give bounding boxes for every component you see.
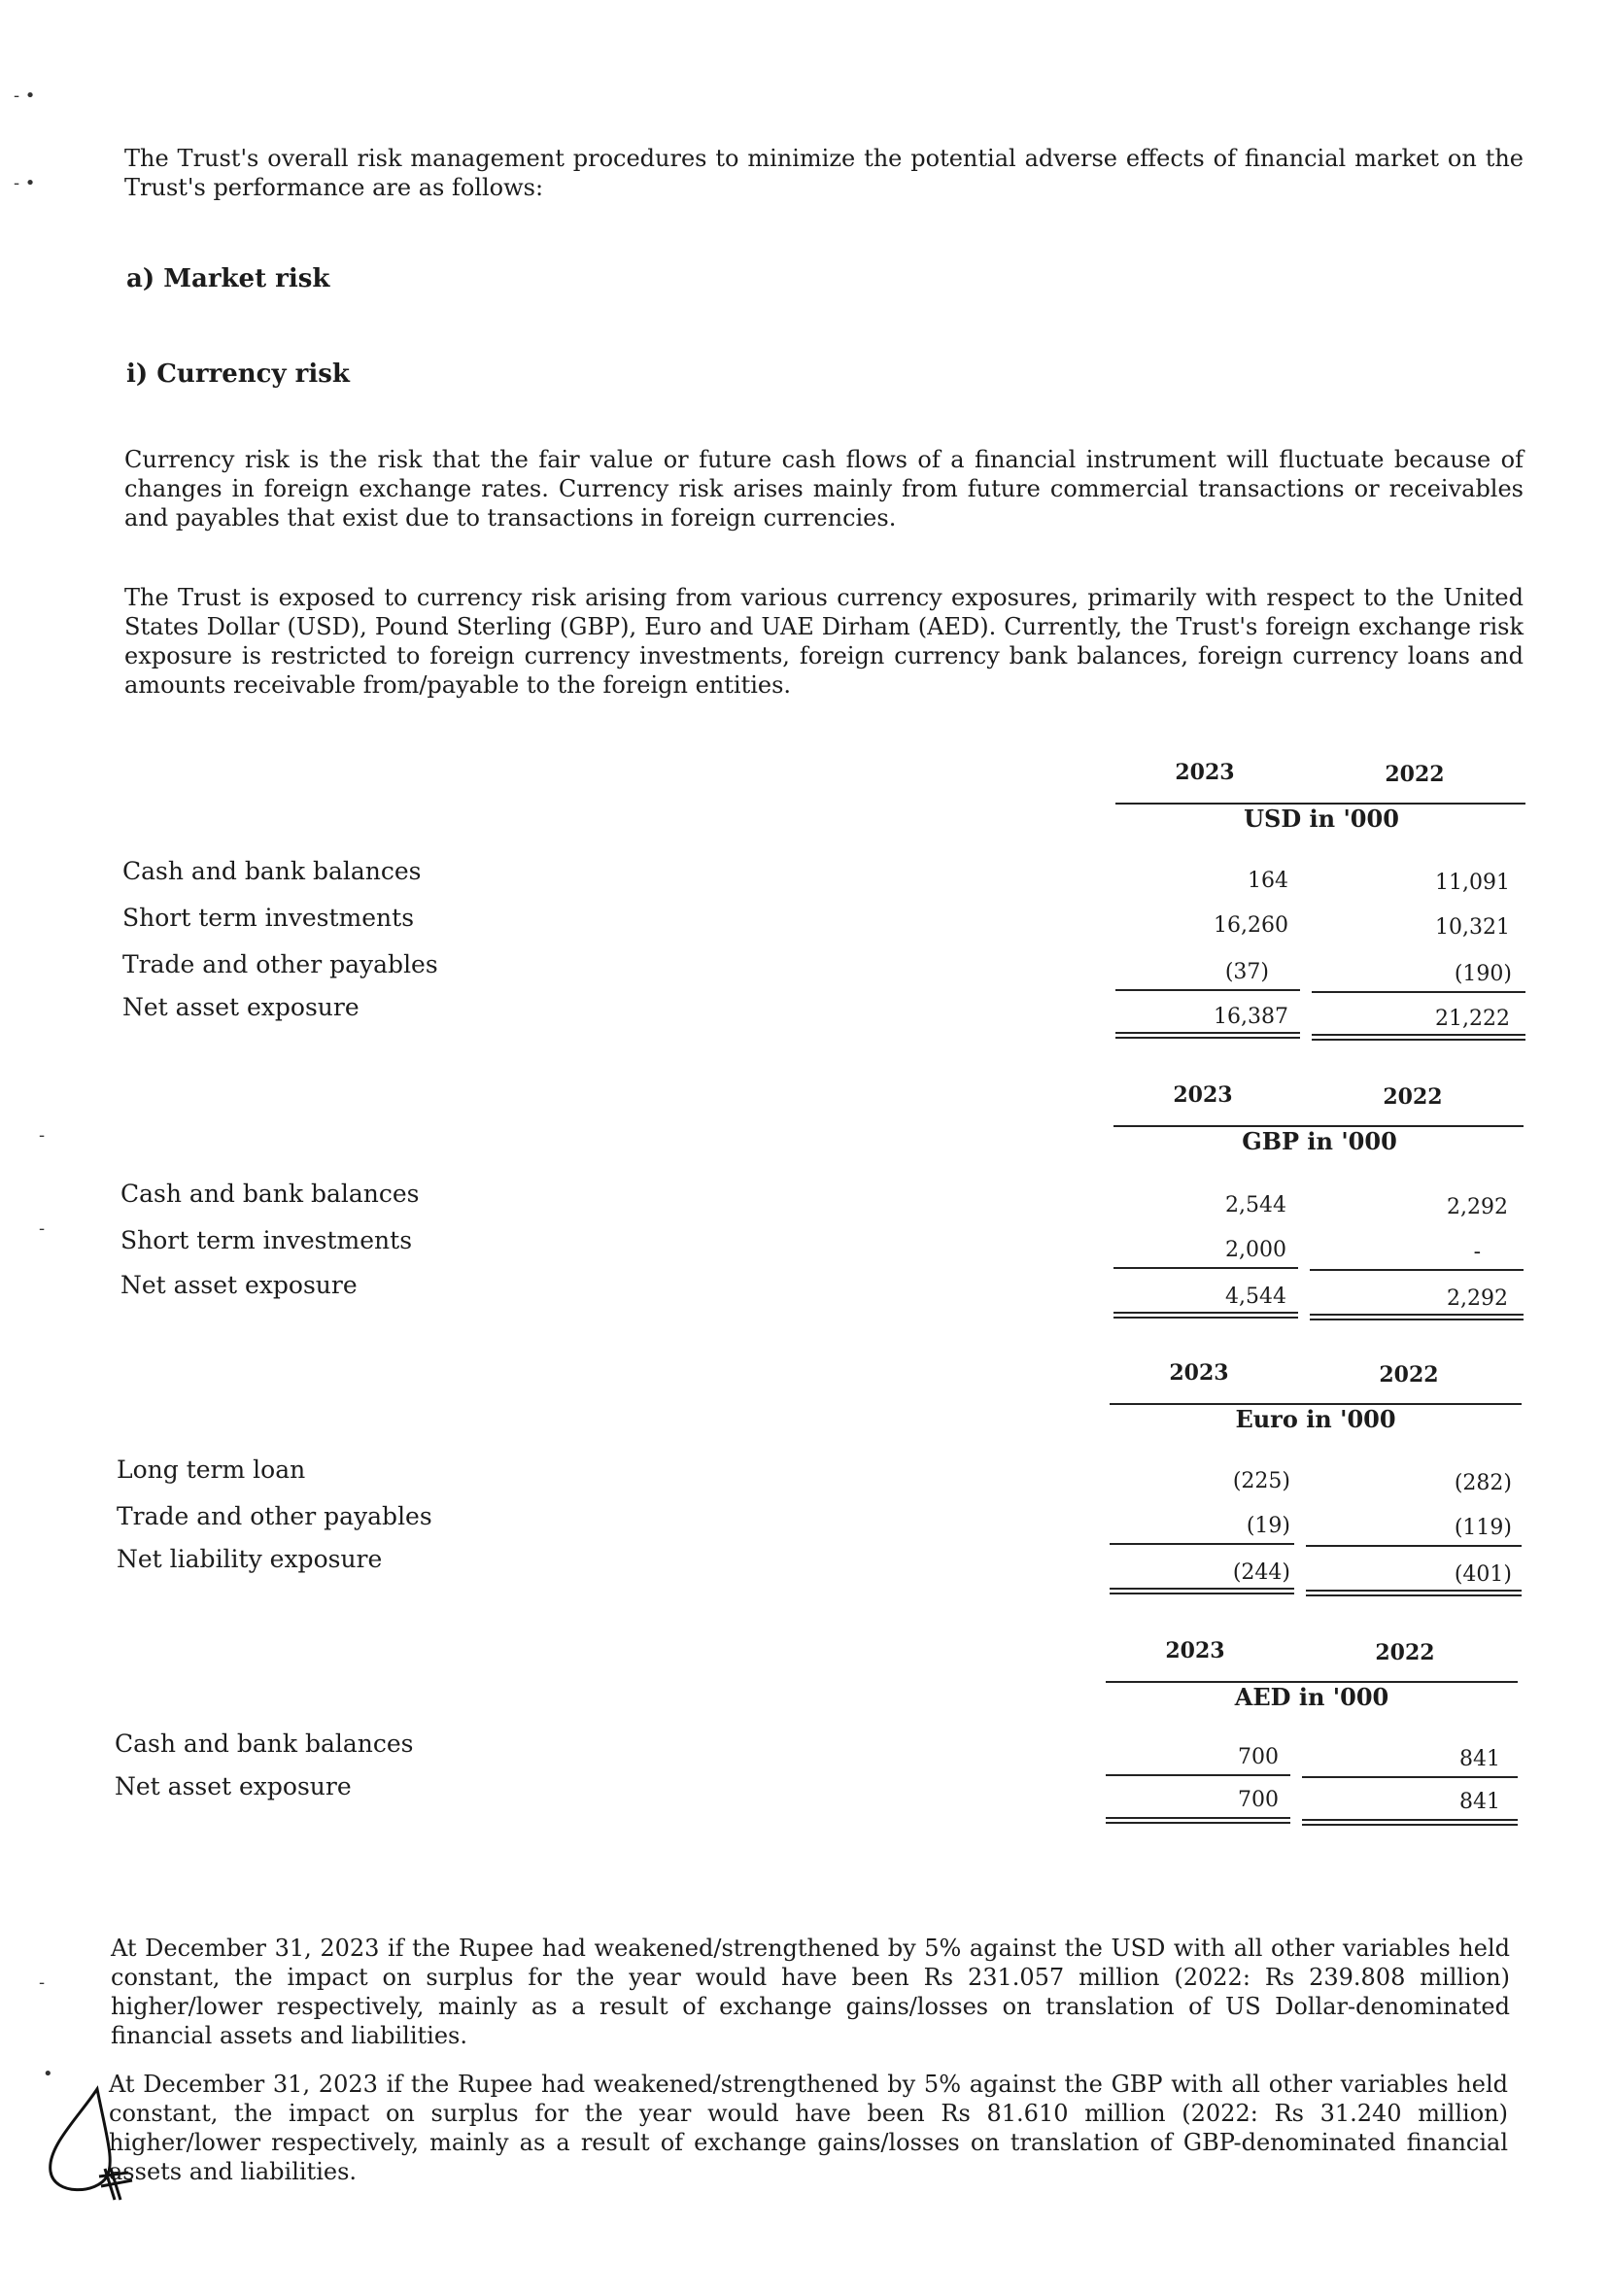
euro-total-2023: (244) — [1232, 1560, 1290, 1585]
euro-total-double-rule — [1306, 1590, 1522, 1596]
usd-unit-label: USD in '000 — [1244, 805, 1399, 833]
aed-year-2022: 2022 — [1375, 1640, 1435, 1665]
usd-total-double-rule — [1115, 1032, 1300, 1039]
euro-year-2023: 2023 — [1169, 1360, 1229, 1386]
gbp-total-double-rule — [1310, 1314, 1524, 1320]
signature-initials-icon — [39, 2079, 146, 2206]
usd-subtotal-rule — [1115, 989, 1300, 991]
euro-row-value-2023: (19) — [1246, 1514, 1290, 1538]
aed-row-value-2023: 700 — [1238, 1745, 1279, 1769]
margin-mark: - — [39, 1218, 46, 1239]
usd-year-2022: 2022 — [1385, 762, 1445, 787]
euro-row-value-2022: (282) — [1454, 1471, 1512, 1495]
euro-year-2022: 2022 — [1379, 1362, 1439, 1388]
usd-subtotal-rule — [1312, 991, 1525, 993]
usd-row-label: Short term investments — [122, 904, 415, 932]
aed-total-2023: 700 — [1238, 1788, 1279, 1812]
gbp-total-2022: 2,292 — [1447, 1286, 1508, 1311]
usd-year-2023: 2023 — [1175, 760, 1235, 785]
margin-mark: - • — [14, 86, 36, 106]
gbp-subtotal-rule — [1113, 1267, 1298, 1269]
aed-total-2022: 841 — [1459, 1790, 1500, 1814]
gbp-subtotal-rule — [1310, 1269, 1524, 1271]
usd-total-double-rule — [1312, 1034, 1525, 1041]
euro-row-value-2023: (225) — [1232, 1469, 1290, 1493]
euro-subtotal-rule — [1110, 1543, 1294, 1545]
euro-row-value-2022: (119) — [1454, 1516, 1512, 1540]
euro-total-double-rule — [1110, 1588, 1294, 1594]
gbp-row-label: Short term investments — [120, 1226, 413, 1254]
euro-unit-label: Euro in '000 — [1235, 1405, 1396, 1433]
euro-total-label: Net liability exposure — [117, 1545, 383, 1573]
gbp-year-2022: 2022 — [1383, 1084, 1443, 1110]
currency-risk-definition: Currency risk is the risk that the fair value or future cash flows of a financial instrument will fluctuate because of changes in foreign exchange rates. Currency risk arises mainly from future commercial transactions or receivables and payables that exist due to transactions in foreign currencies. — [124, 446, 1524, 531]
aed-unit-label: AED in '000 — [1234, 1683, 1389, 1711]
aed-row-value-2022: 841 — [1459, 1747, 1500, 1771]
aed-total-label: Net asset exposure — [115, 1772, 352, 1800]
currency-risk-heading: i) Currency risk — [126, 360, 350, 389]
gbp-total-double-rule — [1113, 1312, 1298, 1319]
margin-mark: • — [43, 2064, 53, 2084]
usd-row-value-2023: (37) — [1224, 960, 1269, 984]
usd-total-2022: 21,222 — [1435, 1007, 1510, 1031]
aed-subtotal-rule — [1302, 1776, 1518, 1778]
usd-row-value-2023: 16,260 — [1214, 913, 1288, 938]
euro-subtotal-rule — [1306, 1545, 1522, 1547]
usd-row-value-2023: 164 — [1248, 869, 1288, 893]
gbp-row-value-2023: 2,544 — [1225, 1193, 1286, 1217]
usd-sensitivity-paragraph: At December 31, 2023 if the Rupee had weakened/strengthened by 5% against the USD with all other variables held constant, the impact on surplus for the year would have been Rs 231.057 million (2022: Rs 239.808 million) higher/lower respectively, mainly as a result of exchange gains/losses on translation of US Dollar-denominated financial assets and liabilities. — [111, 1935, 1510, 2049]
margin-mark: - — [39, 1972, 46, 1993]
aed-row-label: Cash and bank balances — [115, 1730, 414, 1758]
gbp-row-label: Cash and bank balances — [120, 1180, 420, 1208]
usd-row-value-2022: 11,091 — [1435, 871, 1510, 895]
intro-paragraph: The Trust's overall risk management procedures to minimize the potential adverse effects of financial market on the Trust's performance are as follows: — [124, 145, 1524, 201]
usd-total-label: Net asset exposure — [122, 993, 360, 1021]
usd-row-label: Cash and bank balances — [122, 857, 422, 885]
usd-row-label: Trade and other payables — [122, 950, 438, 978]
aed-year-2023: 2023 — [1165, 1638, 1225, 1663]
margin-mark: - • — [14, 173, 36, 193]
euro-row-label: Long term loan — [117, 1456, 306, 1484]
gbp-sensitivity-paragraph: At December 31, 2023 if the Rupee had weakened/strengthened by 5% against the GBP with all other variables held constant, the impact on surplus for the year would have been Rs 81.610 million (2022: Rs 31.240 million) higher/lower respectively, mainly as a result of exchange gains/losses on translation of GBP-denominated financial assets and liabilities. — [109, 2071, 1508, 2185]
market-risk-heading: a) Market risk — [126, 264, 330, 293]
gbp-total-2023: 4,544 — [1225, 1285, 1286, 1309]
aed-total-double-rule — [1106, 1817, 1290, 1824]
usd-total-2023: 16,387 — [1214, 1005, 1288, 1029]
aed-subtotal-rule — [1106, 1774, 1290, 1776]
gbp-row-value-2022: 2,292 — [1447, 1195, 1508, 1219]
gbp-total-label: Net asset exposure — [120, 1271, 358, 1299]
gbp-row-value-2023: 2,000 — [1225, 1238, 1286, 1262]
euro-row-label: Trade and other payables — [117, 1502, 432, 1530]
usd-row-value-2022: (190) — [1454, 962, 1512, 986]
gbp-unit-label: GBP in '000 — [1242, 1127, 1397, 1155]
gbp-year-2023: 2023 — [1173, 1082, 1233, 1108]
usd-row-value-2022: 10,321 — [1435, 915, 1510, 940]
euro-total-2022: (401) — [1454, 1562, 1512, 1587]
currency-exposure-paragraph: The Trust is exposed to currency risk arising from various currency exposures, primarily with respect to the United States Dollar (USD), Pound Sterling (GBP), Euro and UAE Dirham (AED). Currently, the Trust's foreign exchange risk exposure is restricted to foreign currency investments, foreign currency bank balances, foreign currency loans and amounts receivable from/payable to the foreign entities. — [124, 584, 1524, 699]
aed-total-double-rule — [1302, 1819, 1518, 1826]
margin-mark: - — [39, 1125, 46, 1146]
gbp-row-value-2022: - — [1473, 1240, 1481, 1264]
